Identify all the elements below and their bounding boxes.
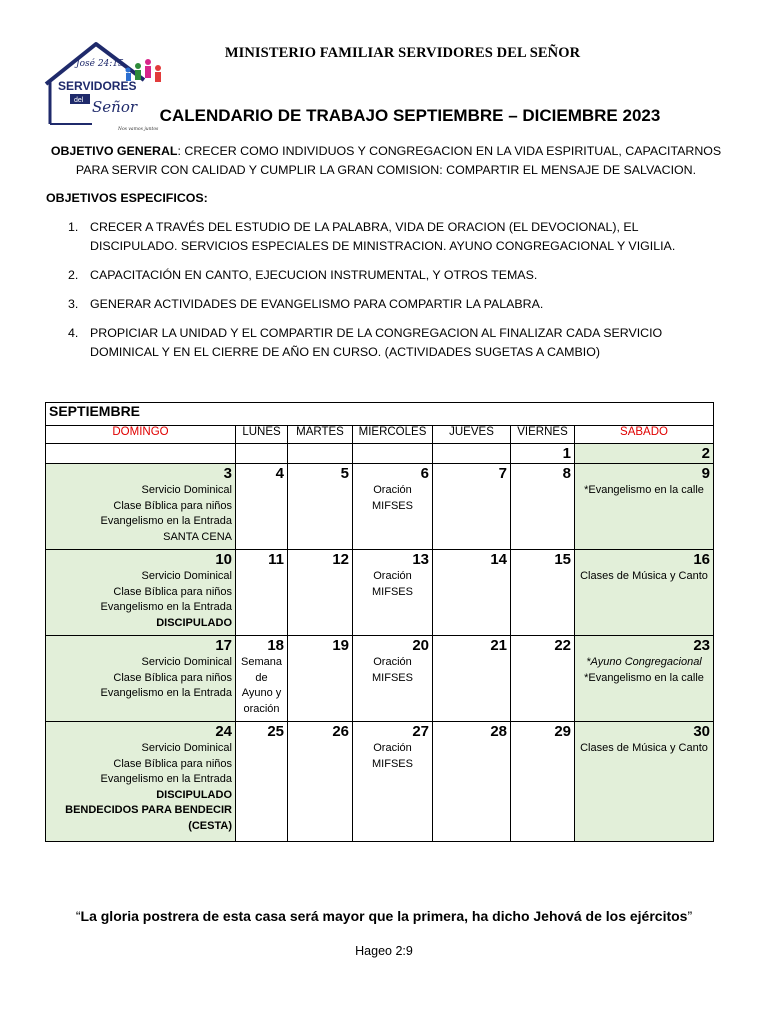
calendar-day-cell xyxy=(353,444,433,464)
day-number: 17 xyxy=(215,637,232,654)
day-number xyxy=(291,444,349,445)
calendar-day-cell xyxy=(46,722,236,842)
calendar-week-row xyxy=(46,444,714,464)
day-number: 14 xyxy=(490,551,507,568)
day-number: 20 xyxy=(412,637,429,654)
calendar-day-cell xyxy=(46,636,236,722)
day-number xyxy=(356,444,429,445)
calendar-day-cell xyxy=(353,464,433,550)
day-number: 25 xyxy=(267,723,284,740)
specific-objectives-heading: OBJETIVOS ESPECIFICOS: xyxy=(46,191,208,205)
calendar-event: Clase Bíblica para niños xyxy=(113,671,232,684)
calendar-day-cell xyxy=(433,550,511,636)
day-number: 7 xyxy=(498,465,507,482)
weekday-header: LUNES xyxy=(236,426,288,444)
weekday-header: DOMINGO xyxy=(46,426,236,444)
calendar-event: Clase Bíblica para niños xyxy=(113,585,232,598)
calendar-event: Clases de Música y Canto xyxy=(580,742,708,754)
calendar-week-row xyxy=(46,722,714,842)
calendar-event: Oración xyxy=(373,570,412,582)
calendar-day-cell xyxy=(575,444,714,464)
day-number: 15 xyxy=(554,551,571,568)
day-number: 4 xyxy=(275,465,284,482)
day-number: 30 xyxy=(693,723,711,740)
day-number: 26 xyxy=(332,723,349,740)
calendar-event: (CESTA) xyxy=(188,819,232,832)
day-number: 9 xyxy=(701,465,711,482)
day-number: 18 xyxy=(267,637,284,654)
calendar-event: *Ayuno Congregacional xyxy=(586,656,702,668)
calendar-event: MIFSES xyxy=(372,499,413,512)
logo-del: del xyxy=(74,97,84,104)
calendar-event: Evangelismo en la Entrada xyxy=(100,601,232,613)
day-number: 13 xyxy=(412,551,429,568)
day-number xyxy=(239,444,284,445)
calendar-event: Servicio Dominical xyxy=(141,656,232,668)
calendar-event: Ayuno y xyxy=(241,687,282,699)
calendar-event: Servicio Dominical xyxy=(141,742,232,754)
calendar-event: *Evangelismo en la calle xyxy=(584,484,704,496)
day-number: 21 xyxy=(490,637,507,654)
calendar-day-cell xyxy=(236,444,288,464)
calendar-day-cell xyxy=(511,722,575,842)
calendar-day-cell xyxy=(288,444,353,464)
calendar-day-cell xyxy=(511,464,575,550)
calendar-day-cell xyxy=(288,464,353,550)
weekday-header: VIERNES xyxy=(511,426,575,444)
calendar-day-cell xyxy=(288,550,353,636)
day-number: 22 xyxy=(554,637,571,654)
calendar-event: de xyxy=(255,671,268,684)
weekday-header-row xyxy=(46,426,714,444)
calendar-event: Clase Bíblica para niños xyxy=(113,499,232,512)
calendar-week-row xyxy=(46,636,714,722)
calendar-day-cell xyxy=(353,722,433,842)
calendar-week-row xyxy=(46,550,714,636)
calendar-event: Clase Bíblica para niños xyxy=(113,757,232,770)
calendar-day-cell xyxy=(575,550,714,636)
calendar-day-cell xyxy=(236,636,288,722)
calendar-event: MIFSES xyxy=(372,585,413,598)
calendar-event: Servicio Dominical xyxy=(141,484,232,496)
day-number xyxy=(49,444,232,445)
day-number: 12 xyxy=(332,551,349,568)
day-number: 24 xyxy=(215,723,232,740)
calendar-event: DISCIPULADO xyxy=(156,616,232,629)
calendar-event: Clases de Música y Canto xyxy=(580,570,708,582)
calendar-day-cell xyxy=(433,444,511,464)
calendar-event: Oración xyxy=(373,484,412,496)
day-number: 5 xyxy=(340,465,349,482)
calendar-day-cell xyxy=(433,722,511,842)
objective-item: 2. CAPACITACIÓN EN CANTO, EJECUCION INSTRUMENTAL, Y OTROS TEMAS. xyxy=(68,268,538,282)
calendar-day-cell xyxy=(433,636,511,722)
day-number: 8 xyxy=(562,465,571,482)
bible-quote: “La gloria postrera de esta casa será mayor que la primera, ha dicho Jehová de los ejércitos” xyxy=(75,908,693,924)
day-number: 1 xyxy=(562,445,571,462)
day-number: 28 xyxy=(490,723,507,740)
calendar-day-cell xyxy=(46,550,236,636)
logo-senor: Señor xyxy=(92,98,138,116)
organization-name: MINISTERIO FAMILIAR SERVIDORES DEL SEÑOR xyxy=(224,45,581,61)
calendar-event: BENDECIDOS PARA BENDECIR xyxy=(65,804,232,816)
calendar-day-cell xyxy=(46,444,236,464)
day-number: 23 xyxy=(693,637,711,654)
day-number: 27 xyxy=(412,723,429,740)
day-number: 16 xyxy=(693,551,711,568)
general-objective xyxy=(48,142,724,180)
calendar-event: *Evangelismo en la calle xyxy=(584,671,704,684)
specific-objectives-list xyxy=(46,218,722,372)
calendar-day-cell xyxy=(353,636,433,722)
day-number: 11 xyxy=(268,551,284,568)
weekday-header: MIERCOLES xyxy=(353,426,433,444)
general-objective-label: OBJETIVO GENERAL xyxy=(50,144,178,158)
day-number: 3 xyxy=(223,465,232,482)
calendar-event: MIFSES xyxy=(372,671,413,684)
general-objective-text: : CRECER COMO INDIVIDUOS Y CONGREGACION EN LA VIDA ESPIRITUAL, CAPACITARNOS PARA SERVIR CON CALIDAD Y CUMPLIR LA GRAN COMISION: COMPARTIR EL MENSAJE DE SALVACION. xyxy=(75,144,722,177)
calendar-event: Oración xyxy=(373,742,412,754)
calendar-event: Semana xyxy=(241,656,282,668)
objective-item: 4. PROPICIAR LA UNIDAD Y EL COMPARTIR DE LA CONGREGACION AL FINALIZAR CADA SERVICIO DOMINICAL Y EN EL CIERRE DE AÑO EN CURSO. (ACTIVIDADES SUGETAS A CAMBIO) xyxy=(68,326,663,359)
calendar-month: SEPTIEMBRE xyxy=(46,403,714,426)
day-number: 19 xyxy=(332,637,349,654)
calendar-day-cell xyxy=(236,722,288,842)
calendar-day-cell xyxy=(575,636,714,722)
calendar-event: SANTA CENA xyxy=(163,530,232,543)
calendar-day-cell xyxy=(433,464,511,550)
logo-verse: José 24:15 xyxy=(76,59,124,69)
calendar-day-cell xyxy=(288,722,353,842)
calendar-week-row xyxy=(46,464,714,550)
objective-item: 1. CRECER A TRAVÉS DEL ESTUDIO DE LA PALABRA, VIDA DE ORACION (EL DEVOCIONAL), EL DISCIPULADO. SERVICIOS ESPECIALES DE MINISTRACION. AYUNO CONGREGACIONAL Y VIGILIA. xyxy=(68,220,676,253)
day-number: 2 xyxy=(701,445,711,462)
calendar-day-cell xyxy=(511,550,575,636)
logo-tagline: Nos vamos juntos xyxy=(118,127,159,132)
day-number: 10 xyxy=(215,551,232,568)
day-number: 29 xyxy=(554,723,571,740)
calendar-body xyxy=(46,444,714,842)
weekday-header: JUEVES xyxy=(433,426,511,444)
day-number: 6 xyxy=(420,465,429,482)
calendar-event: MIFSES xyxy=(372,757,413,770)
calendar-event: DISCIPULADO xyxy=(156,788,232,801)
calendar-event: Oración xyxy=(373,656,412,668)
calendar-event: Evangelismo en la Entrada xyxy=(100,687,232,699)
calendar-event: oración xyxy=(243,702,280,715)
calendar-table xyxy=(45,402,714,842)
calendar-day-cell xyxy=(353,550,433,636)
quote-text: La gloria postrera de esta casa será mayor que la primera, ha dicho Jehová de los ejércitos xyxy=(80,908,688,924)
calendar-day-cell xyxy=(236,550,288,636)
calendar-day-cell xyxy=(511,444,575,464)
day-number xyxy=(436,444,507,445)
calendar-event: Evangelismo en la Entrada xyxy=(100,515,232,527)
calendar-day-cell xyxy=(575,464,714,550)
calendar-event: Servicio Dominical xyxy=(141,570,232,582)
calendar-day-cell xyxy=(46,464,236,550)
weekday-header: MARTES xyxy=(288,426,353,444)
logo-servidores: SERVIDORES xyxy=(58,79,137,93)
calendar-event: Evangelismo en la Entrada xyxy=(100,773,232,785)
calendar-day-cell xyxy=(575,722,714,842)
objective-item: 3. GENERAR ACTIVIDADES DE EVANGELISMO PARA COMPARTIR LA PALABRA. xyxy=(68,297,544,311)
quote-reference: Hageo 2:9 xyxy=(355,944,413,958)
calendar-day-cell xyxy=(236,464,288,550)
calendar-day-cell xyxy=(511,636,575,722)
page-title: CALENDARIO DE TRABAJO SEPTIEMBRE – DICIEMBRE 2023 xyxy=(159,106,661,125)
calendar-day-cell xyxy=(288,636,353,722)
weekday-header: SABADO xyxy=(575,426,714,444)
calendar-month-row xyxy=(46,403,714,426)
